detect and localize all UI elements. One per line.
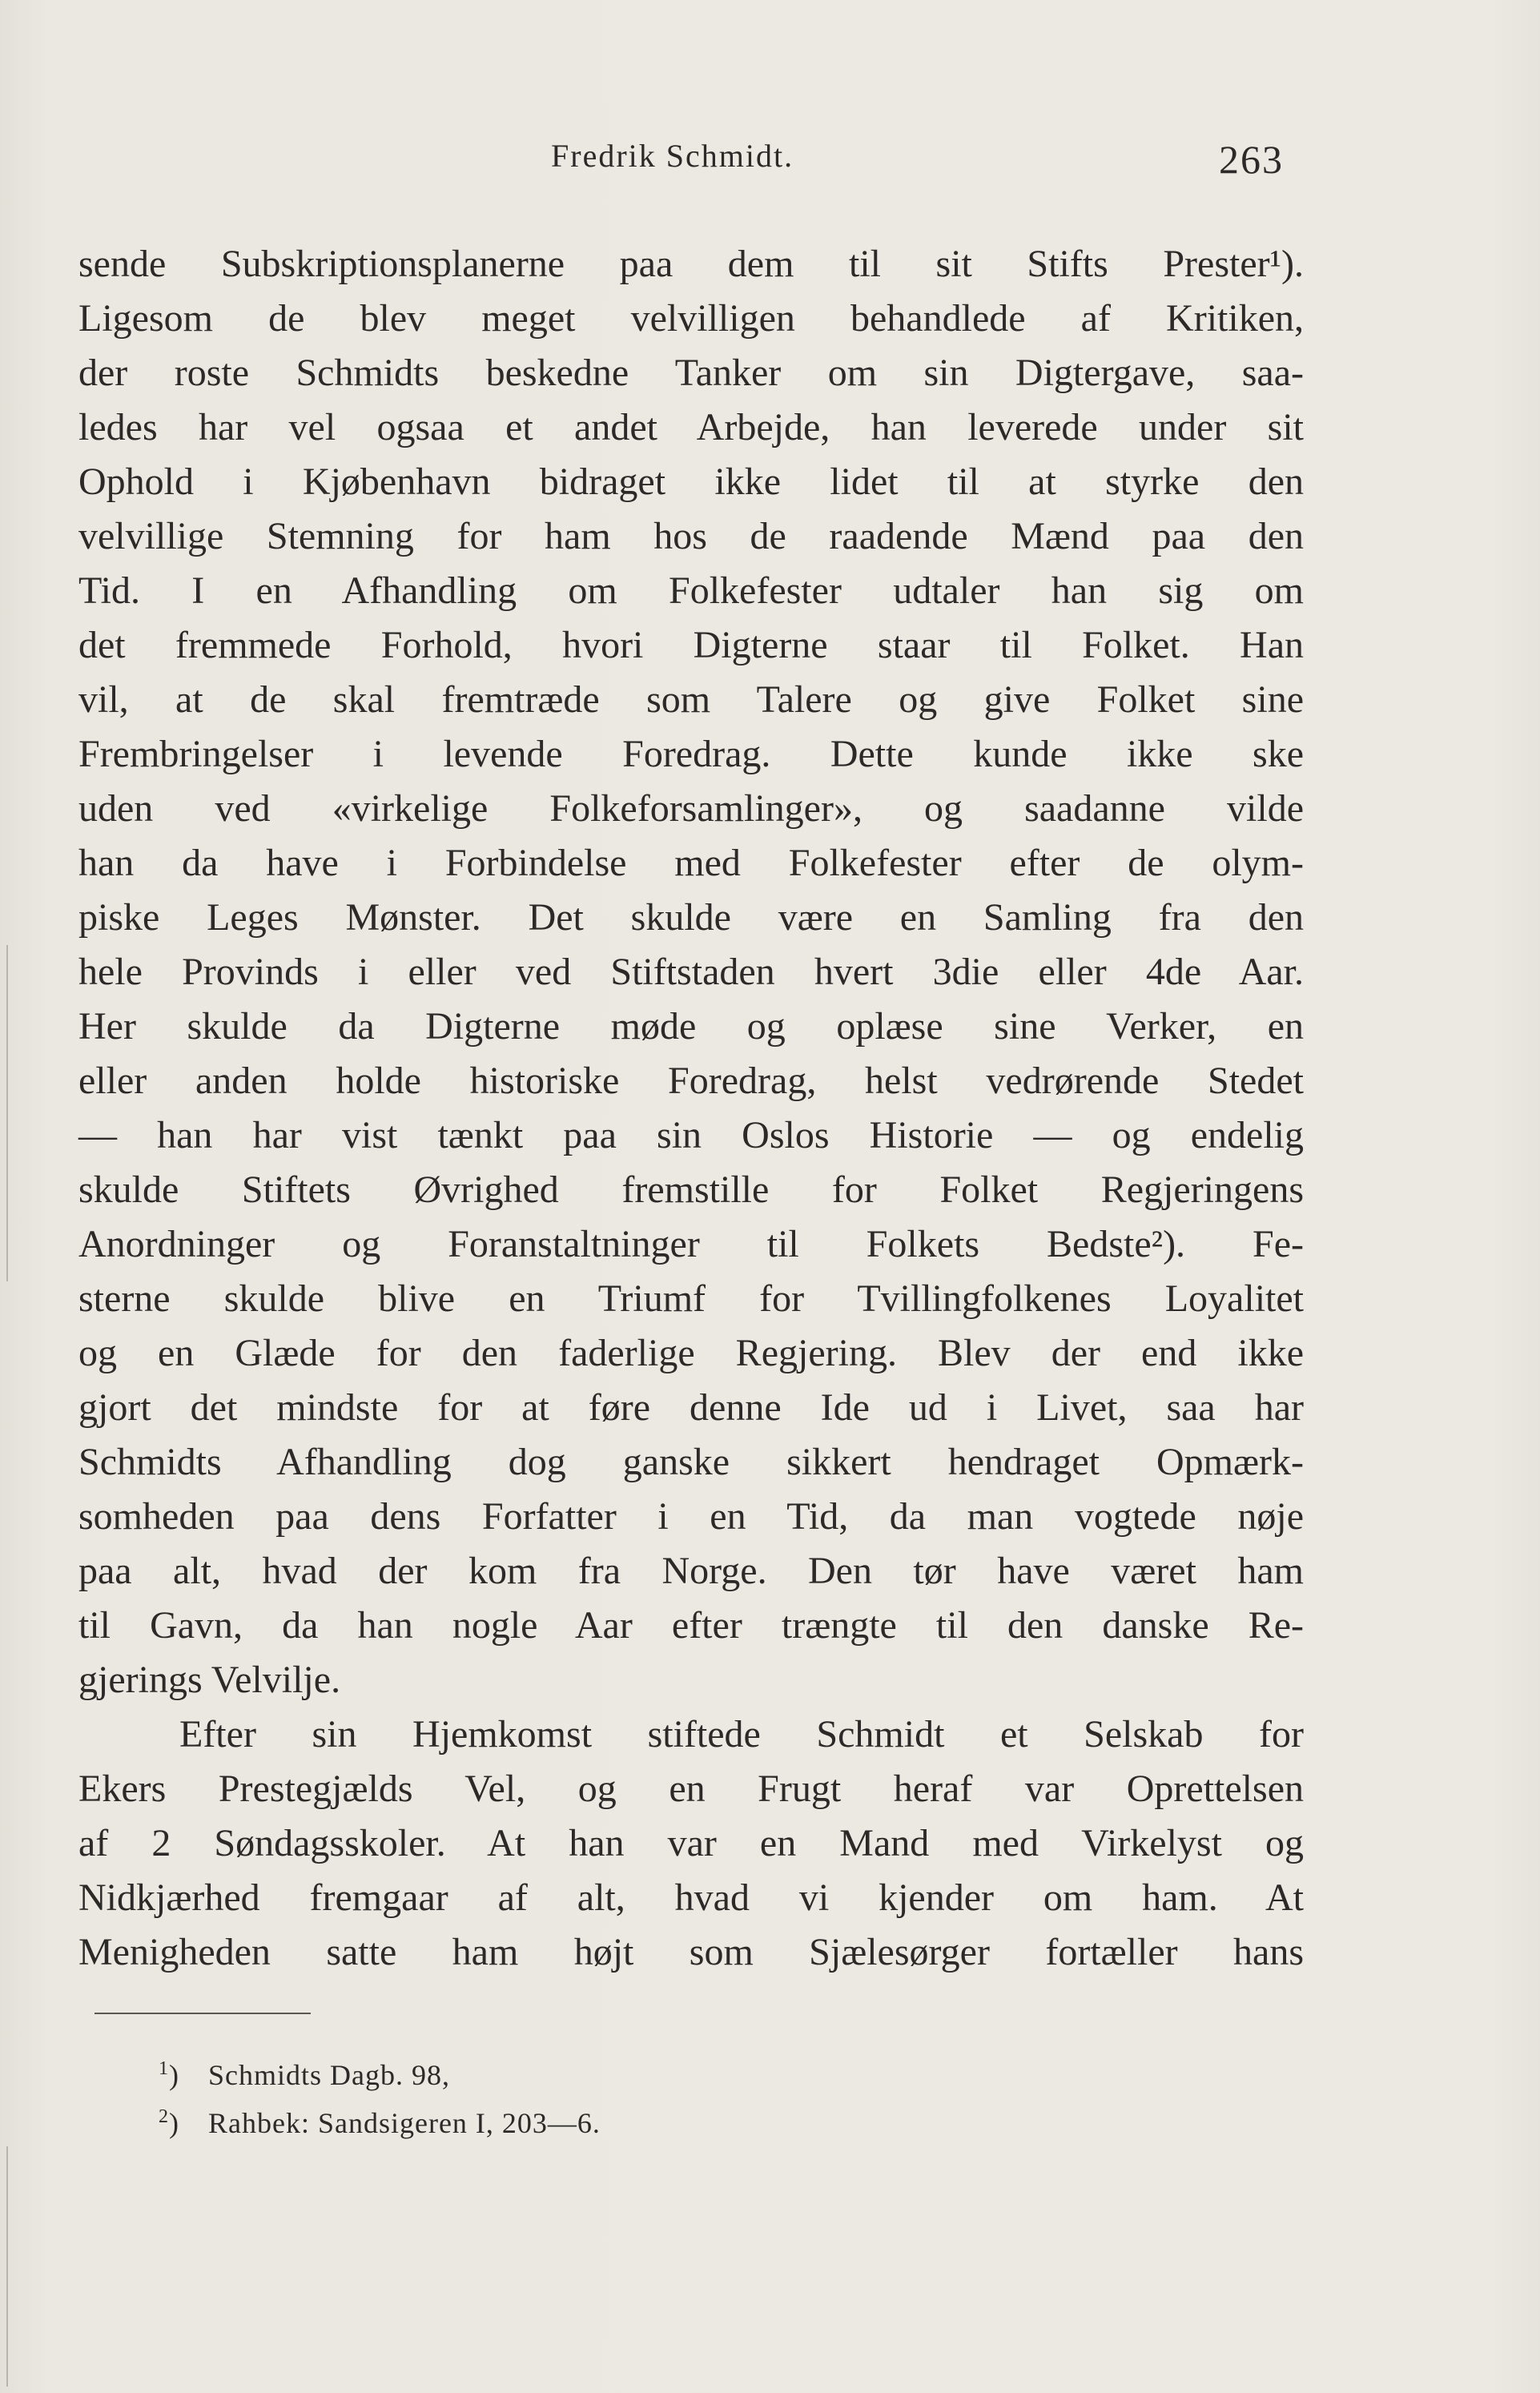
text-line: der roste Schmidts beskedne Tanker om sin Digtergave, saa- <box>78 352 1304 394</box>
footnotes <box>159 2045 959 2141</box>
text-line: Ekers Prestegjælds Vel, og en Frugt heraf var Oprettelsen <box>78 1768 1304 1810</box>
footnote-divider <box>94 2013 311 2014</box>
footnote-1 <box>159 2045 959 2093</box>
paragraph-end-line: gjerings Velvilje. <box>78 1659 341 1701</box>
text-line: Ligesom de blev meget velvilligen behandlede af Kritiken, <box>78 297 1304 340</box>
text-line: eller anden holde historiske Foredrag, helst vedrørende Stedet <box>78 1060 1304 1102</box>
body-text <box>78 237 1304 1980</box>
text-line: han da have i Forbindelse med Folkefester efter de olym- <box>78 842 1304 884</box>
footnote-text: Schmidts Dagb. 98, <box>208 2059 450 2091</box>
text-line: Frembringelser i levende Foredrag. Dette kunde ikke ske <box>78 733 1304 775</box>
running-title: Fredrik Schmidt. <box>551 138 794 174</box>
text-line: sende Subskriptionsplanerne paa dem til sit Stifts Prester¹). <box>78 243 1304 285</box>
text-line: Menigheden satte ham højt som Sjælesørger fortæller hans <box>78 1931 1304 1973</box>
footnote-2 <box>159 2093 959 2141</box>
text-line: skulde Stiftets Øvrighed fremstille for Folket Regjeringens <box>78 1168 1304 1211</box>
text-line: og en Glæde for den faderlige Regjering. Blev der end ikke <box>78 1332 1304 1374</box>
footnote-text: Rahbek: Sandsigeren I, 203—6. <box>208 2107 601 2139</box>
scan-edge-mark <box>6 945 8 1281</box>
text-line: af 2 Søndagsskoler. At han var en Mand med Virkelyst og <box>78 1822 1304 1864</box>
page-number: 263 <box>1219 137 1284 182</box>
paragraph-start-line: Efter sin Hjemkomst stiftede Schmidt et Selskab for <box>179 1713 1304 1756</box>
running-header <box>0 132 1540 180</box>
text-line: velvillige Stemning for ham hos de raadende Mænd paa den <box>78 515 1304 557</box>
text-line: gjort det mindste for at føre denne Ide ud i Livet, saa har <box>78 1386 1304 1429</box>
text-line: piske Leges Mønster. Det skulde være en Samling fra den <box>78 896 1304 939</box>
text-line: Anordninger og Foranstaltninger til Folkets Bedste²). Fe- <box>78 1223 1304 1265</box>
text-line: Her skulde da Digterne møde og oplæse sine Verker, en <box>78 1005 1304 1048</box>
scan-edge-mark <box>6 2146 8 2387</box>
text-line: uden ved «virkelige Folkeforsamlinger», og saadanne vilde <box>78 787 1304 830</box>
text-line: Schmidts Afhandling dog ganske sikkert hendraget Opmærk- <box>78 1441 1304 1483</box>
text-line: hele Provinds i eller ved Stiftstaden hvert 3die eller 4de Aar. <box>78 951 1304 993</box>
text-line: vil, at de skal fremtræde som Talere og give Folket sine <box>78 678 1304 721</box>
text-line: det fremmede Forhold, hvori Digterne staar til Folket. Han <box>78 624 1304 666</box>
text-line: — han har vist tænkt paa sin Oslos Historie — og endelig <box>78 1114 1304 1156</box>
text-line: Tid. I en Afhandling om Folkefester udtaler han sig om <box>78 569 1304 612</box>
text-line: ledes har vel ogsaa et andet Arbejde, han leverede under sit <box>78 406 1304 448</box>
footnote-marker: $^1$) <box>159 2058 179 2091</box>
text-line: Ophold i Kjøbenhavn bidraget ikke lidet til at styrke den <box>78 461 1304 503</box>
text-line: paa alt, hvad der kom fra Norge. Den tør have været ham <box>78 1550 1304 1592</box>
text-line: sterne skulde blive en Triumf for Tvillingfolkenes Loyalitet <box>78 1277 1304 1320</box>
footnote-marker: $^2$) <box>159 2106 179 2139</box>
text-line: til Gavn, da han nogle Aar efter trængte til den danske Re- <box>78 1604 1304 1647</box>
text-line: Nidkjærhed fremgaar af alt, hvad vi kjender om ham. At <box>78 1876 1304 1919</box>
text-line: somheden paa dens Forfatter i en Tid, da man vogtede nøje <box>78 1495 1304 1538</box>
